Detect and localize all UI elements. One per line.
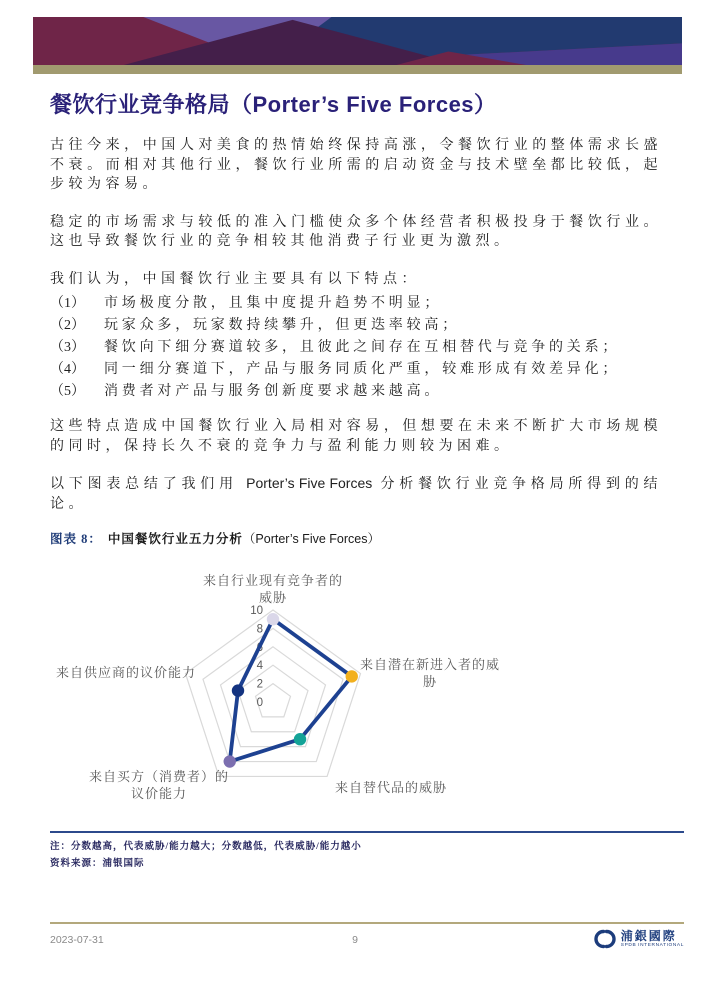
radar-data-point (232, 684, 244, 696)
paragraph-5-pre: 以下图表总结了我们用 (50, 477, 247, 492)
radar-data-point (267, 613, 279, 625)
paragraph-5-post: 分析餐饮行业竞争格局所得到的结论。 (50, 477, 663, 512)
radar-tick-label: 10 (250, 605, 263, 617)
header-band (33, 17, 682, 65)
footer-divider (50, 922, 684, 924)
radar-grid-ring (186, 610, 361, 776)
list-item-text: 餐饮向下细分赛道较多，且彼此之间存在互相替代与竞争的关系； (104, 340, 621, 355)
list-item (50, 293, 662, 315)
paragraph-1: 古往今来，中国人对美食的热情始终保持高涨，令餐饮行业的整体需求长盛不衰。而相对其他行业，餐饮行业所需的启动资金与技术壁垒都比较低，起步较为容易。 (50, 138, 662, 192)
note-divider (50, 831, 684, 833)
radar-data-point (294, 733, 306, 745)
figure-caption-subtitle: （Porter’s Five Forces） (242, 532, 380, 546)
footer-date: 2023-07-31 (50, 934, 104, 946)
radar-tick-label: 0 (256, 697, 263, 709)
radar-axis-label-suppliers: 来自供应商的议价能力 (55, 665, 196, 680)
paragraph-5 (50, 474, 662, 514)
figure-source: 资料来源：浦银国际 (50, 859, 145, 869)
radar-tick-label: 6 (256, 641, 263, 654)
logo-icon (593, 928, 617, 950)
list-item-number: （2） (50, 318, 85, 333)
company-logo (593, 928, 684, 950)
radar-tick-label: 8 (256, 623, 263, 636)
list-item-number: （3） (50, 340, 85, 355)
list-item-text: 同一细分赛道下，产品与服务同质化严重，较难形成有效差异化； (104, 362, 621, 377)
radar-data-point (224, 755, 236, 767)
list-item (50, 337, 662, 359)
radar-axis-label-buyers: 来自买方（消费者）的议价能力 (88, 769, 229, 801)
list-item-number: （1） (50, 296, 85, 311)
feature-list (50, 293, 662, 403)
radar-axis-label-existing-competitors: 来自行业现有竞争者的威胁 (202, 573, 343, 605)
body-text (50, 136, 662, 532)
list-item-text: 玩家众多，玩家数持续攀升，但更迭率较高； (104, 318, 460, 333)
radar-tick-label: 2 (256, 678, 263, 691)
paragraph-4: 这些特点造成中国餐饮行业入局相对容易，但想要在未来不断扩大市场规模的同时，保持长久不衰的竞争力与盈利能力则较为困难。 (50, 419, 662, 454)
list-item (50, 315, 662, 337)
logo-text-chinese: 浦銀國際 (620, 928, 677, 943)
paragraph-3-intro: 我们认为，中国餐饮行业主要具有以下特点： (50, 271, 420, 287)
list-item-text: 消费者对产品与服务创新度要求越来越高。 (104, 384, 443, 399)
figure-note: 注：分数越高，代表威胁/能力越大；分数越低，代表威胁/能力越小 (50, 842, 362, 852)
figure-caption-title: 中国餐饮行业五力分析 (107, 532, 243, 546)
list-item (50, 381, 662, 403)
radar-tick-label: 4 (256, 660, 263, 673)
list-item (50, 359, 662, 381)
list-item-text: 市场极度分散，且集中度提升趋势不明显； (104, 296, 443, 311)
paragraph-2: 稳定的市场需求与较低的准入门槛使众多个体经营者积极投身于餐饮行业。这也导致餐饮行业的竞争相较其他消费子行业更为激烈。 (50, 214, 662, 249)
list-item-number: （4） (50, 362, 85, 377)
radar-chart (0, 558, 710, 820)
radar-axis-label-new-entrants: 来自潜在新进入者的威胁 (359, 657, 500, 689)
list-item-number: （5） (50, 384, 85, 399)
figure-number: 图表 8： (50, 532, 102, 546)
radar-axis-label-substitutes: 来自替代品的威胁 (334, 780, 447, 795)
logo-text-english: SPDB INTERNATIONAL (620, 942, 684, 948)
paragraph-5-english: Porter’s Five Forces (246, 475, 373, 491)
page-number: 9 (352, 934, 358, 946)
figure-caption (50, 529, 380, 547)
radar-grid-ring (238, 665, 308, 732)
page-title: 餐饮行业竞争格局（Porter’s Five Forces） (50, 92, 497, 117)
header-accent-strip (33, 65, 682, 74)
